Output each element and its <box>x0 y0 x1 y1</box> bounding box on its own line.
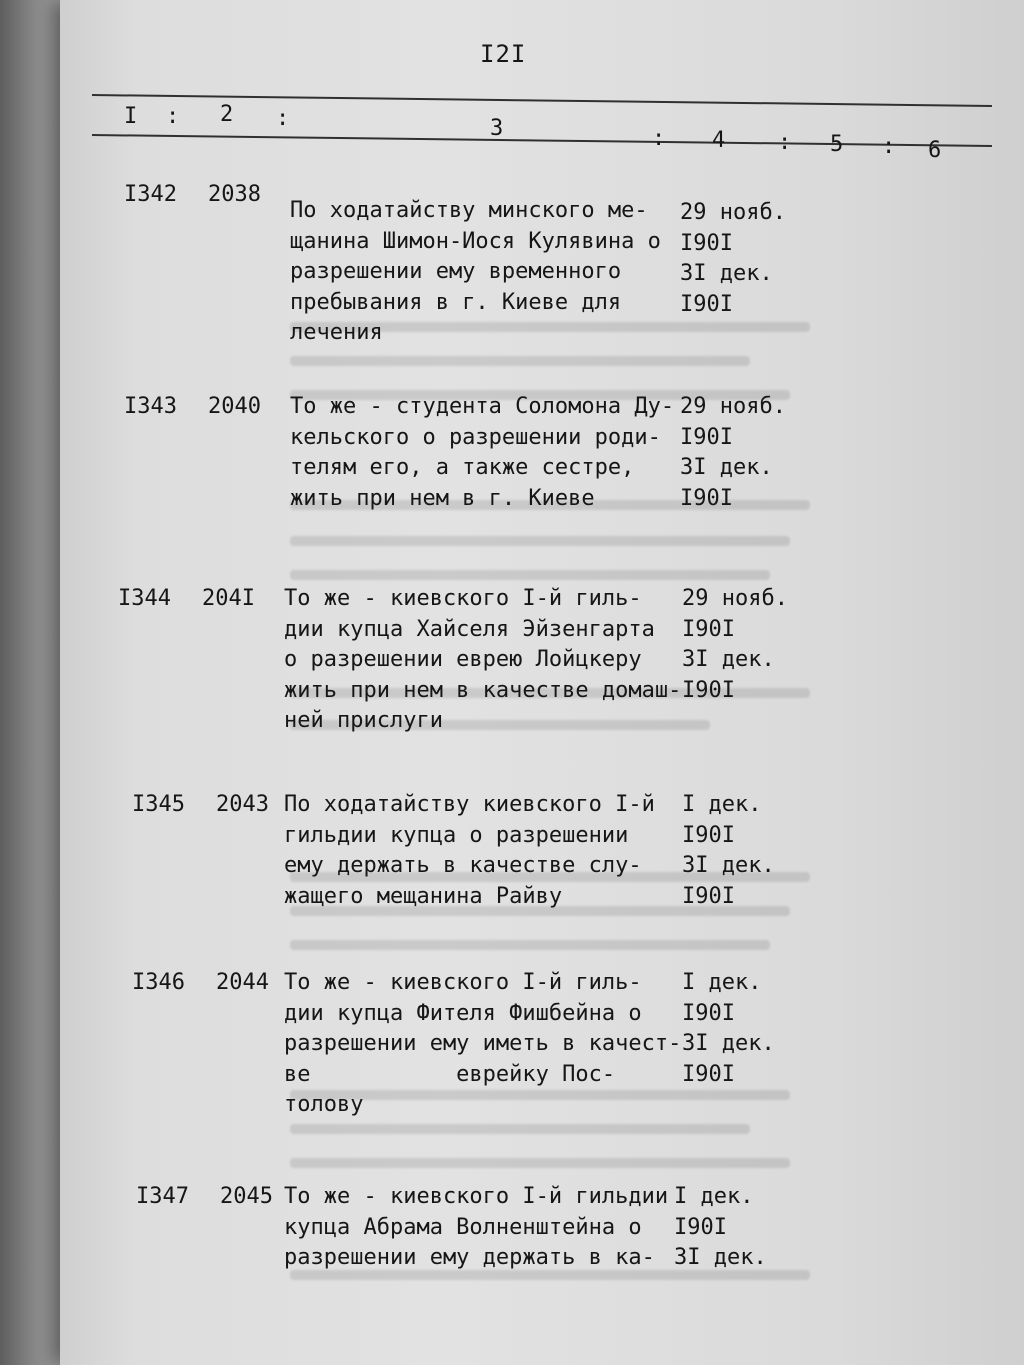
record-dates: 29 нояб. I90I 3I дек. I90I <box>682 586 788 703</box>
record-number: I345 <box>132 792 185 817</box>
record-number: I347 <box>136 1184 189 1209</box>
record-dates: I дек. I90I 3I дек. I90I <box>682 792 775 909</box>
column-header-2: 2 <box>220 102 234 127</box>
column-header-5: 5 <box>830 132 844 157</box>
record-number: I342 <box>124 182 177 207</box>
record-ref: 2043 <box>216 792 269 817</box>
record-number: I343 <box>124 394 177 419</box>
record-ref: 204I <box>202 586 255 611</box>
column-header-1: I <box>124 104 138 129</box>
record-description: По ходатайству минского ме- щанина Шимон-Иося Кулявина о разрешении ему временного пребывания в г. Киеве для лечения <box>290 198 661 345</box>
column-separator: : <box>166 104 180 129</box>
record-description: То же - киевского I-й гильдии купца Абрама Волненштейна о разрешении ему держать в ка- <box>284 1184 669 1270</box>
record-dates: I дек. I90I 3I дек. I90I <box>682 970 775 1087</box>
record-ref: 2044 <box>216 970 269 995</box>
page-number: I2I <box>480 40 527 68</box>
column-separator: : <box>652 126 666 151</box>
book-gutter <box>0 0 60 1365</box>
record-description: То же - студента Соломона Ду- кельского о разрешении роди- телям его, а также сестре, жить при нем в г. Киеве <box>290 394 675 511</box>
column-header-6: 6 <box>928 138 942 163</box>
document-page <box>60 0 1024 1365</box>
column-separator: : <box>778 130 792 155</box>
record-dates: I дек. I90I 3I дек. <box>674 1184 767 1270</box>
column-separator: : <box>276 106 290 131</box>
record-description: По ходатайству киевского I-й гильдии купца о разрешении ему держать в качестве слу- жащего мещанина Райву <box>284 792 655 909</box>
record-ref: 2040 <box>208 394 261 419</box>
record-description: То же - киевского I-й гиль- дии купца Хайселя Эйзенгарта о разрешении еврею Лойцкеру жить при нем в качестве домаш- ней прислуги <box>284 586 682 733</box>
record-ref: 2045 <box>220 1184 273 1209</box>
record-number: I344 <box>118 586 171 611</box>
column-separator: : <box>882 134 896 159</box>
record-dates: 29 нояб. I90I 3I дек. I90I <box>680 394 786 511</box>
record-number: I346 <box>132 970 185 995</box>
record-ref: 2038 <box>208 182 261 207</box>
column-header-3: 3 <box>490 116 504 141</box>
column-header-4: 4 <box>712 128 726 153</box>
record-dates: 29 нояб. I90I 3I дек. I90I <box>680 200 786 317</box>
record-description: То же - киевского I-й гиль- дии купца Фителя Фишбейна о разрешении ему иметь в качест- ве еврейку Пос- толову <box>284 970 682 1117</box>
